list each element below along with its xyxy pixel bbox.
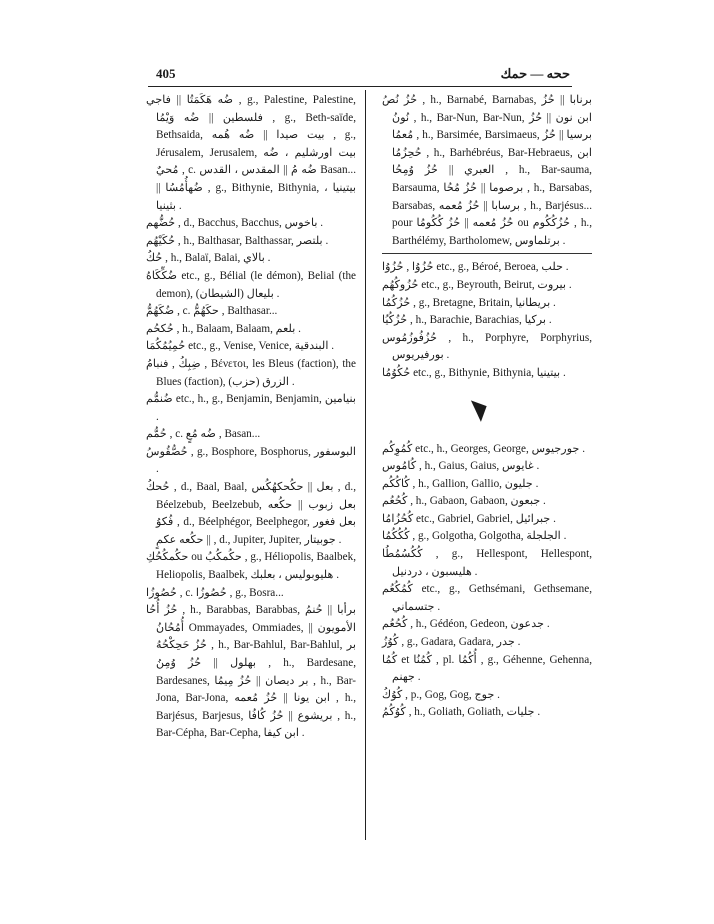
dictionary-entry: كُامُوس , h., Gaius, Gaius, غايوس .	[382, 460, 540, 473]
left-column	[146, 92, 356, 743]
dictionary-entry: كُوُكُمُ , h., Goliath, Goliath, جليات .	[382, 706, 541, 719]
dictionary-entry: حُحكُ , d., Baal, Baal, بعل || حكُحكهُكُس , d., Béelzebub, Beelzebub, بعل زبوب || حكُعه فُكوُ , d., Béelphégor, Beelphegor, بعل فغور || حكُعه عكمٍ , d., Jupiter, Jupiter, جوبيتار .	[146, 481, 356, 546]
dictionary-entry: حُزُ أُحُا , h., Barabbas, Barabbas, برأبا || حُنمُ أُمُحُانُ Ommayades, Ommiades, الأمويون || حُزُ حَحِكْحُهُ , h., Bar-Bahlul, Bar-Bahlul, بر بهلول || حُزُ وُمِنُ , h., Bardesane, Bardesanes, بر ديصان || حُزُ مِيمُا , h., Bar-Jona, Bar-Jona, ابن يونا || حُزُ مُعمه , h., Barjésus, Barjesus, بريشوع || حُزُ كُافُا , h., Bar-Cépha, Bar-Cepha, ابن كيفا .	[146, 604, 357, 740]
dictionary-entry: حُضُّهم , d., Bacchus, Bacchus, باخوس .	[146, 217, 324, 230]
dictionary-entry: كُمُكُعُم etc., g., Gethsémani, Gethsemane, جتسماني .	[382, 583, 592, 613]
dictionary-entry: حكُمكُحُكِ ou حكُمكُبُ , g., Héliopolis, Baalbek, Heliopolis, Baalbek, هليوبوليس ، بعلبك .	[146, 551, 356, 582]
dictionary-entry: حُمِيُمُكُمَا etc., g., Venise, Venice, البندقية .	[146, 340, 335, 353]
dictionary-entry: كُمُا et كُمُنُا , pl. أُكُمُا , g., Géhenne, Gehenna, جهنم .	[382, 653, 592, 684]
entry-separator	[382, 253, 592, 254]
dictionary-entry: حُزُفُوزُمُوس , h., Porphyre, Porphyrius, بورفيريوس .	[382, 331, 592, 362]
dictionary-entry: كُحُعُم , h., Gédéon, Gedeon, جدعون .	[382, 618, 550, 631]
dictionary-entry: ضِبِكُ , فنبامُ , Βένετοι, les Bleus (faction), the Blues (faction), الزرق (حزب) .	[146, 357, 356, 388]
dictionary-entry: حُكحُم , h., Balaam, Balaam, بلعم .	[146, 322, 301, 335]
letter-ornament	[382, 383, 592, 441]
running-head: ححه — حمك	[500, 66, 570, 81]
dictionary-entry: حُكُوُمُا etc., g., Bithynie, Bithynia, بيتينيا .	[382, 366, 566, 379]
dictionary-entry: ضُه هَكَمَتُا || فاجي , g., Palestine, Palestine, فلسطين || ضُه وَيْمُا , g., Beth-saïde, Bethsaida, بيت صيدا || ضُه هُمه , g., Jérusalem, Jerusalem, بيت اورشليم ، ضُه مُحيٌ , c. ضُه مُ || المقدس ، القدس Basan... || ضُهأُمُسُا , g., Bithynie, Bithynia, بيتينيا ، بثينيا .	[146, 94, 357, 212]
dictionary-entry: حُزُوُا , حُزُوُا etc., g., Béroé, Beroea, حلب .	[382, 261, 569, 274]
dictionary-entry: حُصُوزُا , c. حُصُوزُا , g., Bosra...	[146, 586, 284, 599]
dictionary-entry: كُحُزُامُا etc., Gabriel, Gabriel, جبرائيل .	[382, 512, 556, 525]
dictionary-entry: حُزُكُمُا , g., Bretagne, Britain, بريطانيا .	[382, 296, 556, 309]
gamal-letter-ornament-icon: ◥	[464, 394, 489, 424]
right-column	[382, 92, 592, 722]
dictionary-entry: حُكَيْهُم , h., Balthasar, Balthassar, بلتصر .	[146, 234, 329, 247]
dictionary-entry: كُكُسُمُطُا , g., Hellespont, Hellespont, هليسبون ، دردنيل .	[382, 548, 592, 578]
page-number: 405	[156, 66, 176, 81]
dictionary-entry: كُوُكُ , p., Gog, Gog, جوج .	[382, 688, 500, 701]
dictionary-entry: كُوُزُ , g., Gadara, Gadara, جدر .	[382, 636, 521, 649]
dictionary-entry: كُاكُكُم , h., Gallion, Gallio, جليون .	[382, 477, 539, 490]
dictionary-entry: كُمُوِكُم etc., h., Georges, George, جورجيوس .	[382, 442, 585, 455]
dictionary-entry: حُزُوكُهُم etc., g., Beyrouth, Beirut, بيروت .	[382, 278, 572, 291]
dictionary-entry: ضُكَهُمُّ , c. حكَهُمُّ , Balthasar...	[146, 305, 278, 318]
dictionary-entry: حُمُّم , c. ضُه مُعٍ , Basan...	[146, 428, 261, 441]
dictionary-entry: حُزُ نُصُ , h., Barnabé, Barnabas, برنابا || حُزُ نُونُ , h., Bar-Nun, Bar-Nun, ابن نون || حُزُ مُعمُا , h., Barsimée, Barsimaeus, برسيا || حُزُ حُحِزُمُا , h., Barhébréus, Bar-Hebraeus, ابن العبري || حُزُ وُمِحُا , h., Bar-sauma, Barsauma, برصوما || حُزُ مُحُا , h., Barsabas, Barsabas, برسابا || حُزُ مُعمه , h., Barjésus... pour حُزُ مُعمه || حُزُ كُكُومُا ou حُزُكُكُوم , h., Barthélémy, Bartholomew, برتلماوس .	[382, 94, 593, 247]
dictionary-entry: كُكُكُمُا , g., Golgotha, Golgotha, الجلجلة .	[382, 530, 567, 543]
dictionary-entry: حُزُكُيُا , h., Barachie, Barachias, بركيا .	[382, 314, 552, 327]
header-rule	[148, 86, 572, 87]
dictionary-entry: حُصُّقُوسُ , g., Bosphore, Bosphorus, البوسفور .	[146, 445, 356, 476]
dictionary-entry: ضُكِّكَاهُ etc., g., Bélial (le démon), Belial (the demon), بليعال (الشيطان) .	[146, 269, 356, 300]
page-header	[150, 66, 570, 86]
column-divider	[365, 90, 366, 840]
dictionary-entry: كُحُعُم , h., Gabaon, Gabaon, جبعون .	[382, 495, 546, 508]
dictionary-entry: حُكُ , h., Balaï, Balai, بالاي .	[146, 252, 271, 265]
dictionary-entry: ضُنمُّم etc., h., g., Benjamin, Benjamin, بنيامين .	[146, 393, 356, 423]
